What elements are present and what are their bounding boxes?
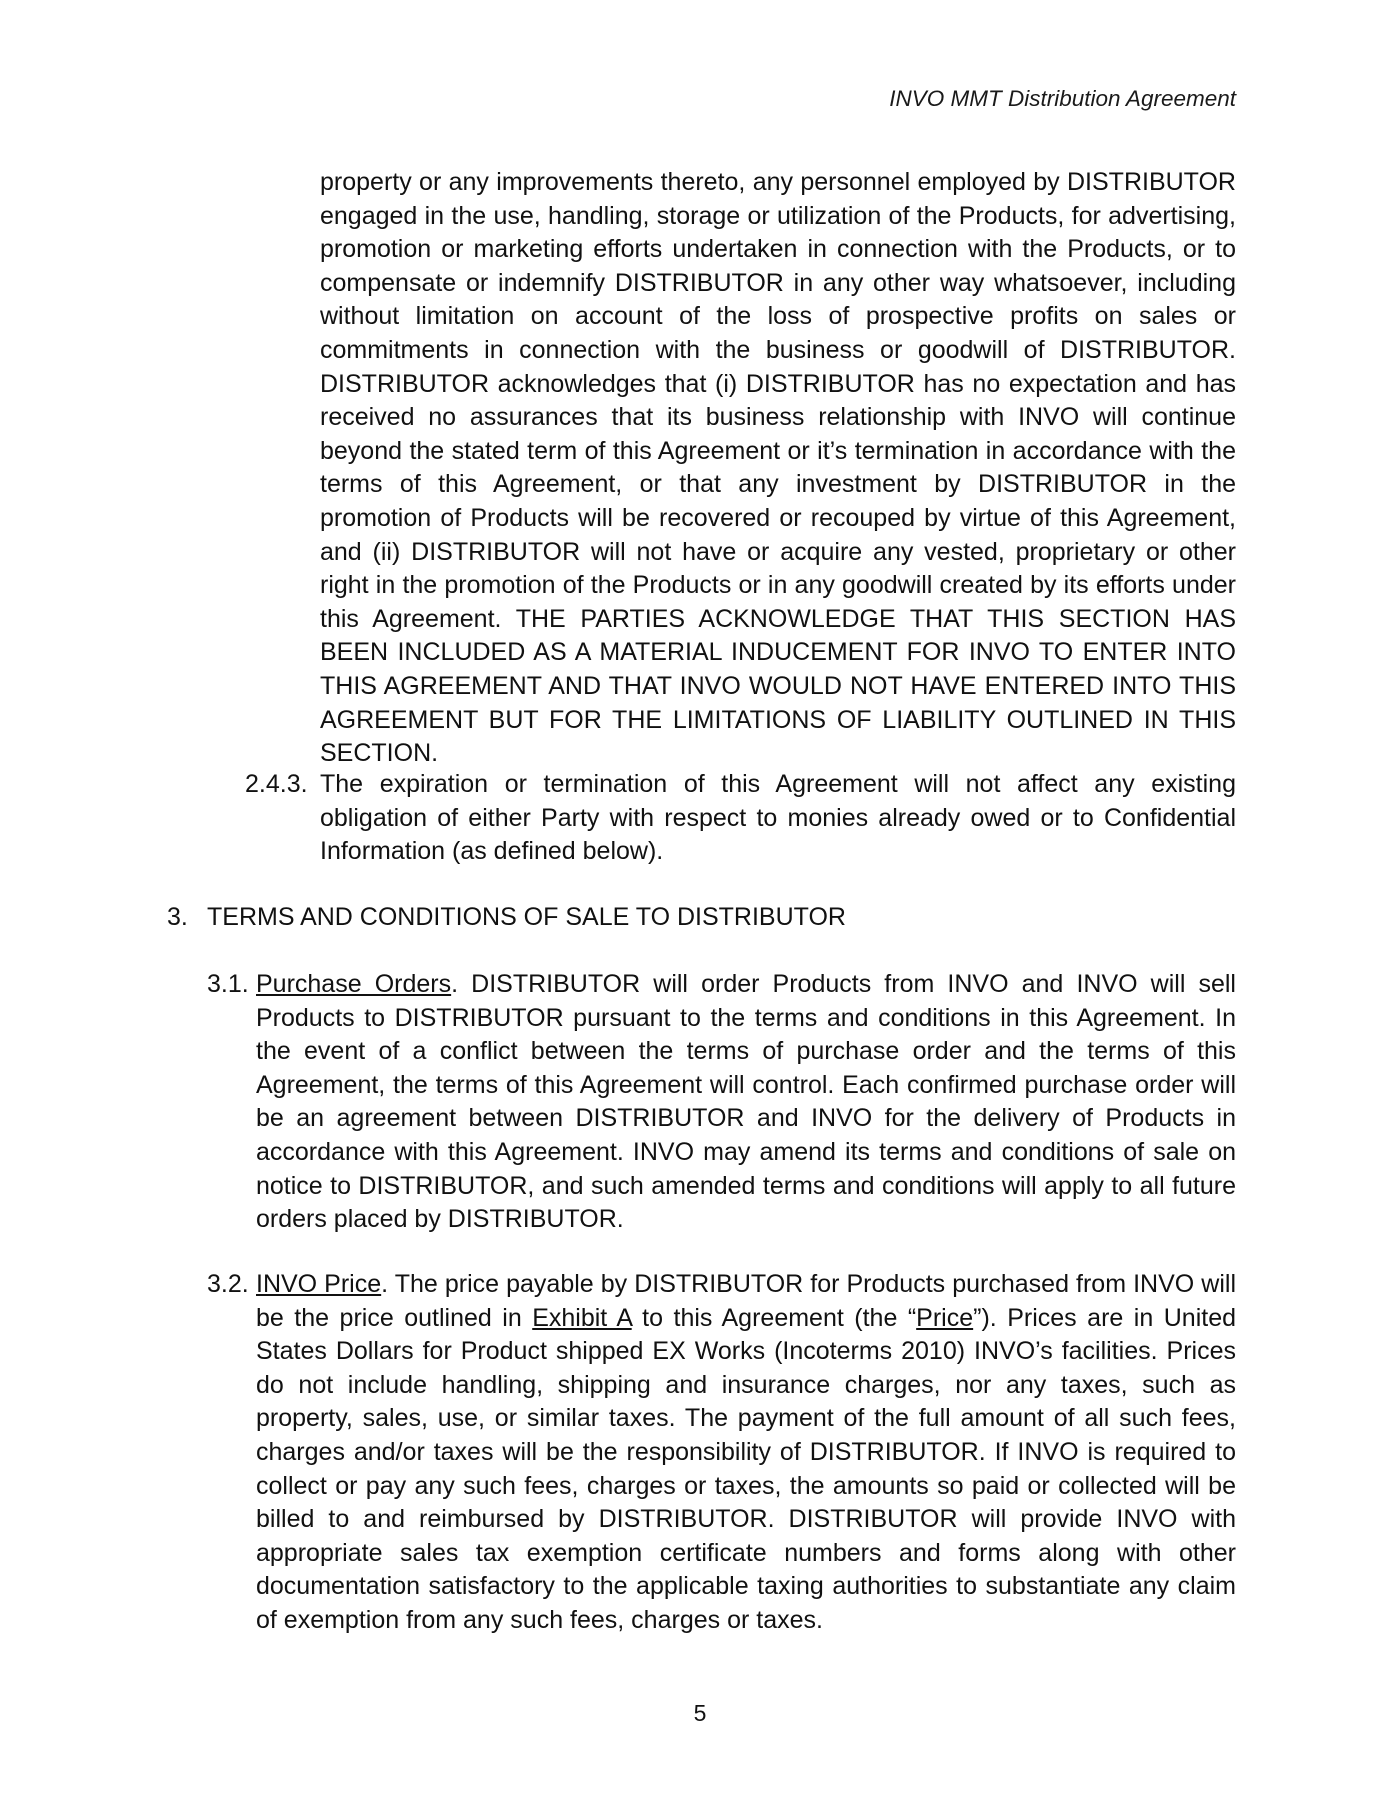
section-title: TERMS AND CONDITIONS OF SALE TO DISTRIBUTOR	[207, 903, 846, 931]
section-text-part-b: to this Agreement (the “	[631, 1303, 917, 1332]
section-body	[256, 968, 1236, 1237]
section-text-part-c: ”). Prices are in United States Dollars for Product shipped EX Works (Incoterms 2010) INVO’s facilities. Prices do not include handling, shipping and insurance charges, nor any taxes, such as property, sales, use, or similar taxes. The payment of the full amount of all such fees, charges and/or taxes will be the responsibility of DISTRIBUTOR. If INVO is required to collect or pay any such fees, charges or taxes, the amounts so paid or collected will be billed to and reimbursed by DISTRIBUTOR. DISTRIBUTOR will provide INVO with appropriate sales tax exemption certificate numbers and forms along with other documentation satisfactory to the applicable taxing authorities to substantiate any claim of exemption from any such fees, charges or taxes.	[256, 1303, 1236, 1634]
page-number: 5	[693, 1700, 707, 1726]
section-heading-underlined: INVO Price	[256, 1270, 382, 1298]
section-heading-underlined: Purchase Orders	[256, 970, 452, 998]
section-number: 3.2.	[207, 1270, 249, 1298]
section-body	[256, 1268, 1236, 1638]
section-text: The expiration or termination of this Agreement will not affect any existing obligation of either Party with respect to monies already owed or to Confidential Information (as defined below).	[320, 770, 1236, 866]
section-3-1	[207, 968, 1236, 1237]
section-number: 3.1.	[207, 970, 249, 998]
section-number: 2.4.3.	[245, 770, 308, 798]
section-text: . DISTRIBUTOR will order Products from INVO and INVO will sell Products to DISTRIBUTOR pursuant to the terms and conditions in this Agreement. In the event of a conflict between the terms of purchase order and the terms of this Agreement, the terms of this Agreement will control. Each confirmed purchase order will be an agreement between DISTRIBUTOR and INVO for the delivery of Products in accordance with this Agreement. INVO may amend its terms and conditions of sale on notice to DISTRIBUTOR, and such amended terms and conditions will apply to all future orders placed by DISTRIBUTOR.	[256, 970, 1236, 1234]
continuation-paragraph: property or any improvements thereto, any personnel employed by DISTRIBUTOR engaged in the use, handling, storage or utilization of the Products, for advertising, promotion or marketing efforts undertaken in connection with the Products, or to compensate or indemnify DISTRIBUTOR in any other way whatsoever, including without limitation on account of the loss of prospective profits on sales or commitments in connection with the business or goodwill of DISTRIBUTOR. DISTRIBUTOR acknowledges that (i) DISTRIBUTOR has no expectation and has received no assurances that its business relationship with INVO will continue beyond the stated term of this Agreement or it’s termination in accordance with the terms of this Agreement, or that any investment by DISTRIBUTOR in the promotion of Products will be recovered or recouped by virtue of this Agreement, and (ii) DISTRIBUTOR will not have or acquire any vested, proprietary or other right in the promotion of the Products or in any goodwill created by its efforts under this Agreement. THE PARTIES ACKNOWLEDGE THAT THIS SECTION HAS BEEN INCLUDED AS A MATERIAL INDUCEMENT FOR INVO TO ENTER INTO THIS AGREEMENT AND THAT INVO WOULD NOT HAVE ENTERED INTO THIS AGREEMENT BUT FOR THE LIMITATIONS OF LIABILITY OUTLINED IN THIS SECTION.	[320, 168, 1236, 768]
section-3-heading	[167, 901, 1236, 935]
exhibit-reference: Exhibit A	[532, 1303, 632, 1332]
section-text-part-a: . The price payable by DISTRIBUTOR for Products purchased from INVO will be the price outlined in	[256, 1270, 1236, 1332]
running-header: INVO MMT Distribution Agreement	[889, 86, 1236, 111]
defined-term-price: Price	[916, 1303, 974, 1332]
section-number: 3.	[167, 903, 188, 931]
section-3-2	[207, 1268, 1236, 1638]
section-2-4-3	[245, 768, 1236, 869]
